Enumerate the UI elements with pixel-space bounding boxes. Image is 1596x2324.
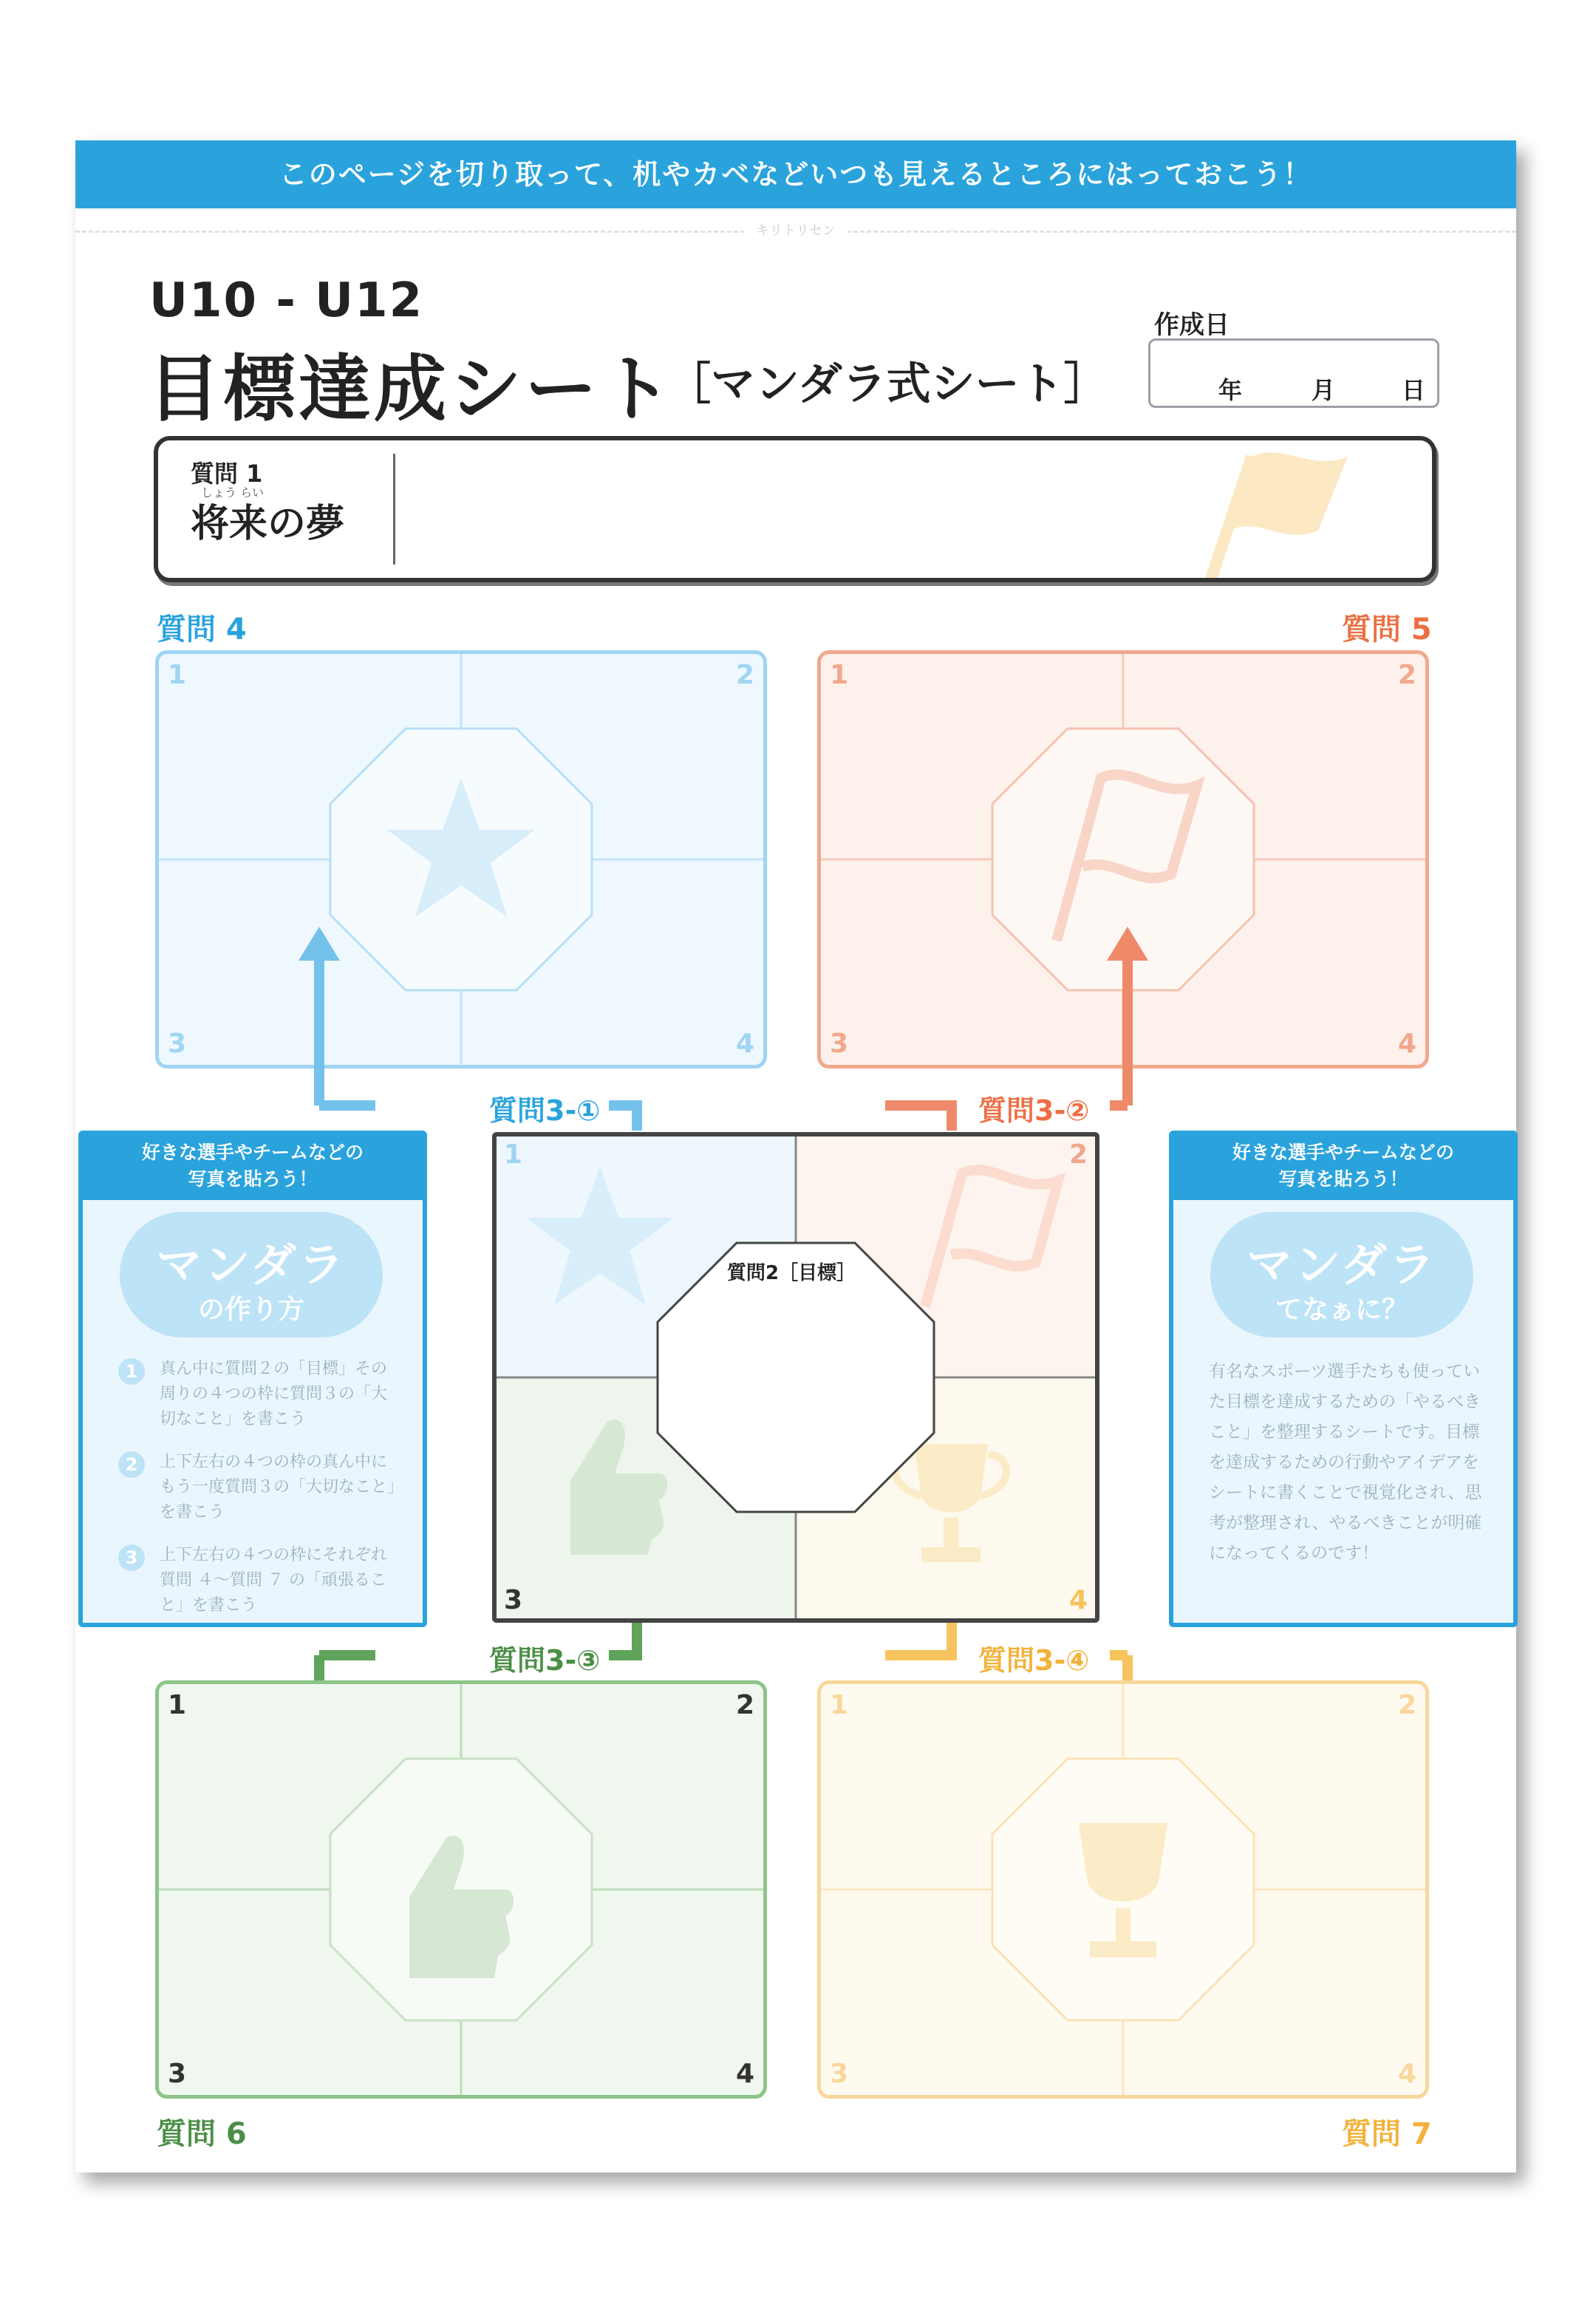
step-text: 上下左右の４つの枠にそれぞれ質問 ４～質問 ７ の「頑張ること」を書こう <box>160 1546 388 1615</box>
q3-3-label: 質問3-③ <box>489 1644 601 1677</box>
q7-grid[interactable] <box>817 1680 1429 2099</box>
q7-label: 質問 7 <box>1342 2117 1432 2151</box>
q6-cell-3-number: 3 <box>168 2059 187 2089</box>
step-number: 1 <box>118 1358 145 1385</box>
step-number: 3 <box>118 1544 145 1571</box>
q4-cell-2-number: 2 <box>735 660 754 690</box>
date-label: 作成日 <box>1154 310 1230 340</box>
right-info-panel <box>1169 1131 1518 1627</box>
center-cell-2-number: 2 <box>1068 1139 1088 1170</box>
q7-cell-3-number: 3 <box>830 2059 849 2089</box>
q7-cell-4-number: 4 <box>1397 2059 1416 2089</box>
center-cell-1-number: 1 <box>504 1139 523 1170</box>
right-panel-badge <box>1210 1212 1473 1338</box>
step-item <box>118 1357 399 1432</box>
page-title: 目標達成シート <box>148 347 676 432</box>
step-number: 2 <box>118 1451 145 1478</box>
q4-cell-1-number: 1 <box>168 660 187 690</box>
right-pill-title: マンダラ <box>1247 1238 1437 1292</box>
q6-center-octagon[interactable] <box>328 1756 594 2023</box>
center-goal-grid[interactable] <box>492 1132 1099 1623</box>
q6-cell-1-number: 1 <box>168 1690 187 1720</box>
q3-4-label: 質問3-④ <box>978 1644 1090 1677</box>
left-panel-heading-1: 好きな選手やチームなどの <box>141 1142 364 1163</box>
goal-label: 質問2［目標］ <box>727 1262 856 1284</box>
q4-cell-4-number: 4 <box>735 1029 754 1059</box>
step-item <box>118 1450 399 1525</box>
q1-label: 将来の夢 <box>191 502 345 546</box>
q7-cell-2-number: 2 <box>1397 1690 1416 1720</box>
q7-cell-1-number: 1 <box>830 1690 849 1720</box>
q5-cell-4-number: 4 <box>1397 1029 1416 1059</box>
mandala-description: 有名なスポーツ選手たちも使っていた目標を達成するための「やるべきこと」を整理するシートです。目標を達成するための行動やアイデアをシートに書くことで視覚化され、思考が整理され、やるべきことが明確になってくるのです！ <box>1209 1362 1482 1563</box>
step-item <box>118 1543 399 1618</box>
age-range: U10 - U12 <box>149 273 424 328</box>
q6-cell-2-number: 2 <box>735 1690 754 1720</box>
right-panel-heading-2: 写真を貼ろう！ <box>1278 1168 1408 1190</box>
q3-1-label: 質問3-① <box>489 1094 601 1127</box>
q5-cell-3-number: 3 <box>830 1029 849 1059</box>
day-label: 日 <box>1402 376 1426 404</box>
year-label: 年 <box>1218 376 1243 404</box>
left-pill-title: マンダラ <box>156 1238 347 1292</box>
q4-label: 質問 4 <box>157 613 247 647</box>
month-label: 月 <box>1312 376 1336 404</box>
left-info-panel <box>78 1131 427 1627</box>
q1-number: 質問 1 <box>191 460 263 488</box>
right-panel-heading-1: 好きな選手やチームなどの <box>1232 1142 1454 1163</box>
q6-cell-4-number: 4 <box>735 2059 754 2089</box>
page-subtitle: ［マンダラ式シート］ <box>666 358 1108 410</box>
q5-cell-2-number: 2 <box>1397 660 1416 690</box>
q1-ruby: しょう らい <box>201 485 265 500</box>
thumbs-up-icon <box>526 1407 674 1570</box>
q5-cell-1-number: 1 <box>830 660 849 690</box>
left-pill-subtitle: の作り方 <box>197 1295 304 1325</box>
q7-center-octagon[interactable] <box>990 1756 1256 2023</box>
how-to-steps <box>118 1357 399 1627</box>
top-banner: このページを切り取って、机やカベなどいつも見えるところにはっておこう！ <box>75 140 1516 208</box>
step-text: 上下左右の４つの枠の真ん中にもう一度質問３の「大切なこと」を書こう <box>160 1453 396 1521</box>
cut-label: キリトリセン <box>75 220 1516 239</box>
right-pill-subtitle: てなぁに？ <box>1275 1295 1408 1325</box>
q3-2-label: 質問3-② <box>978 1094 1090 1127</box>
q6-label: 質問 6 <box>157 2117 247 2151</box>
step-text: 真ん中に質問２の「目標」その周りの４つの枠に質問３の「大切なこと」を書こう <box>160 1360 388 1428</box>
left-panel-badge <box>120 1212 383 1338</box>
q4-cell-3-number: 3 <box>168 1029 187 1059</box>
q5-label: 質問 5 <box>1342 613 1432 647</box>
q6-grid[interactable] <box>155 1680 767 2099</box>
worksheet-page <box>75 140 1516 2173</box>
left-panel-heading-2: 写真を貼ろう！ <box>188 1168 318 1190</box>
center-cell-4-number: 4 <box>1068 1585 1088 1615</box>
center-cell-3-number: 3 <box>504 1585 523 1615</box>
